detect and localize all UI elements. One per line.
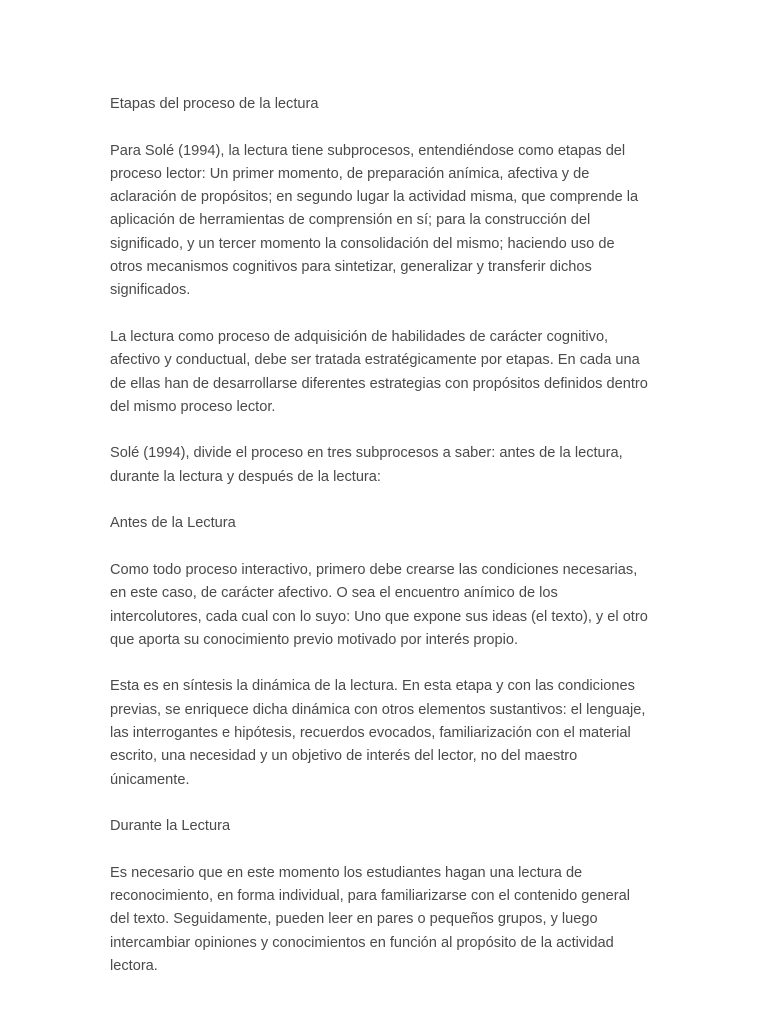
- paragraph: Es necesario que en este momento los estudiantes hagan una lectura de reconocimiento, en forma individual, para familiarizarse con el contenido general del texto. Seguidamente, pueden leer en pares o pequeños grupos, y luego intercambiar opiniones y conocimientos en función al propósito de la actividad lectora.: [110, 864, 630, 974]
- spacer: [110, 792, 650, 815]
- document-page: [110, 93, 650, 978]
- document-title: Etapas del proceso de la lectura: [110, 96, 319, 112]
- spacer: [110, 116, 650, 139]
- spacer: [110, 419, 650, 442]
- spacer: [110, 536, 650, 559]
- spacer: [110, 303, 650, 326]
- paragraph: La lectura como proceso de adquisición de habilidades de carácter cognitivo, afectivo y conductual, debe ser tratada estratégicamente por etapas. En cada una de ellas han de desarrollarse diferentes estrategias con propósitos definidos dentro del mismo proceso lector.: [110, 328, 648, 415]
- spacer: [110, 489, 650, 512]
- paragraph: Solé (1994), divide el proceso en tres subprocesos a saber: antes de la lectura, durante la lectura y después de la lectura:: [110, 445, 623, 485]
- paragraph: Como todo proceso interactivo, primero debe crearse las condiciones necesarias, en este caso, de carácter afectivo. O sea el encuentro anímico de los intercolutores, cada cual con lo suyo: Uno que expone sus ideas (el texto), y el otro que aporta su conocimiento previo motivado por interés propio.: [110, 561, 648, 648]
- section-heading-antes: Antes de la Lectura: [110, 515, 236, 532]
- section-heading-durante: Durante la Lectura: [110, 818, 231, 835]
- spacer: [110, 652, 650, 675]
- spacer: [110, 839, 650, 862]
- paragraph: Esta es en síntesis la dinámica de la lectura. En esta etapa y con las condiciones previas, se enriquece dicha dinámica con otros elementos sustantivos: el lenguaje, las interrogantes e hipótesis, recuerdos evocados, familiarización con el material escrito, una necesidad y un objetivo de interés del lector, no del maestro únicamente.: [110, 678, 646, 788]
- paragraph: Para Solé (1994), la lectura tiene subprocesos, entendiéndose como etapas del proceso lector: Un primer momento, de preparación anímica, afectiva y de aclaración de propósitos; en segundo lugar la actividad misma, que comprende la aplicación de herramientas de comprensión en sí; para la construcción del significado, y un tercer momento la consolidación del mismo; haciendo uso de otros mecanismos cognitivos para sintetizar, generalizar y transferir dichos significados.: [110, 142, 639, 299]
